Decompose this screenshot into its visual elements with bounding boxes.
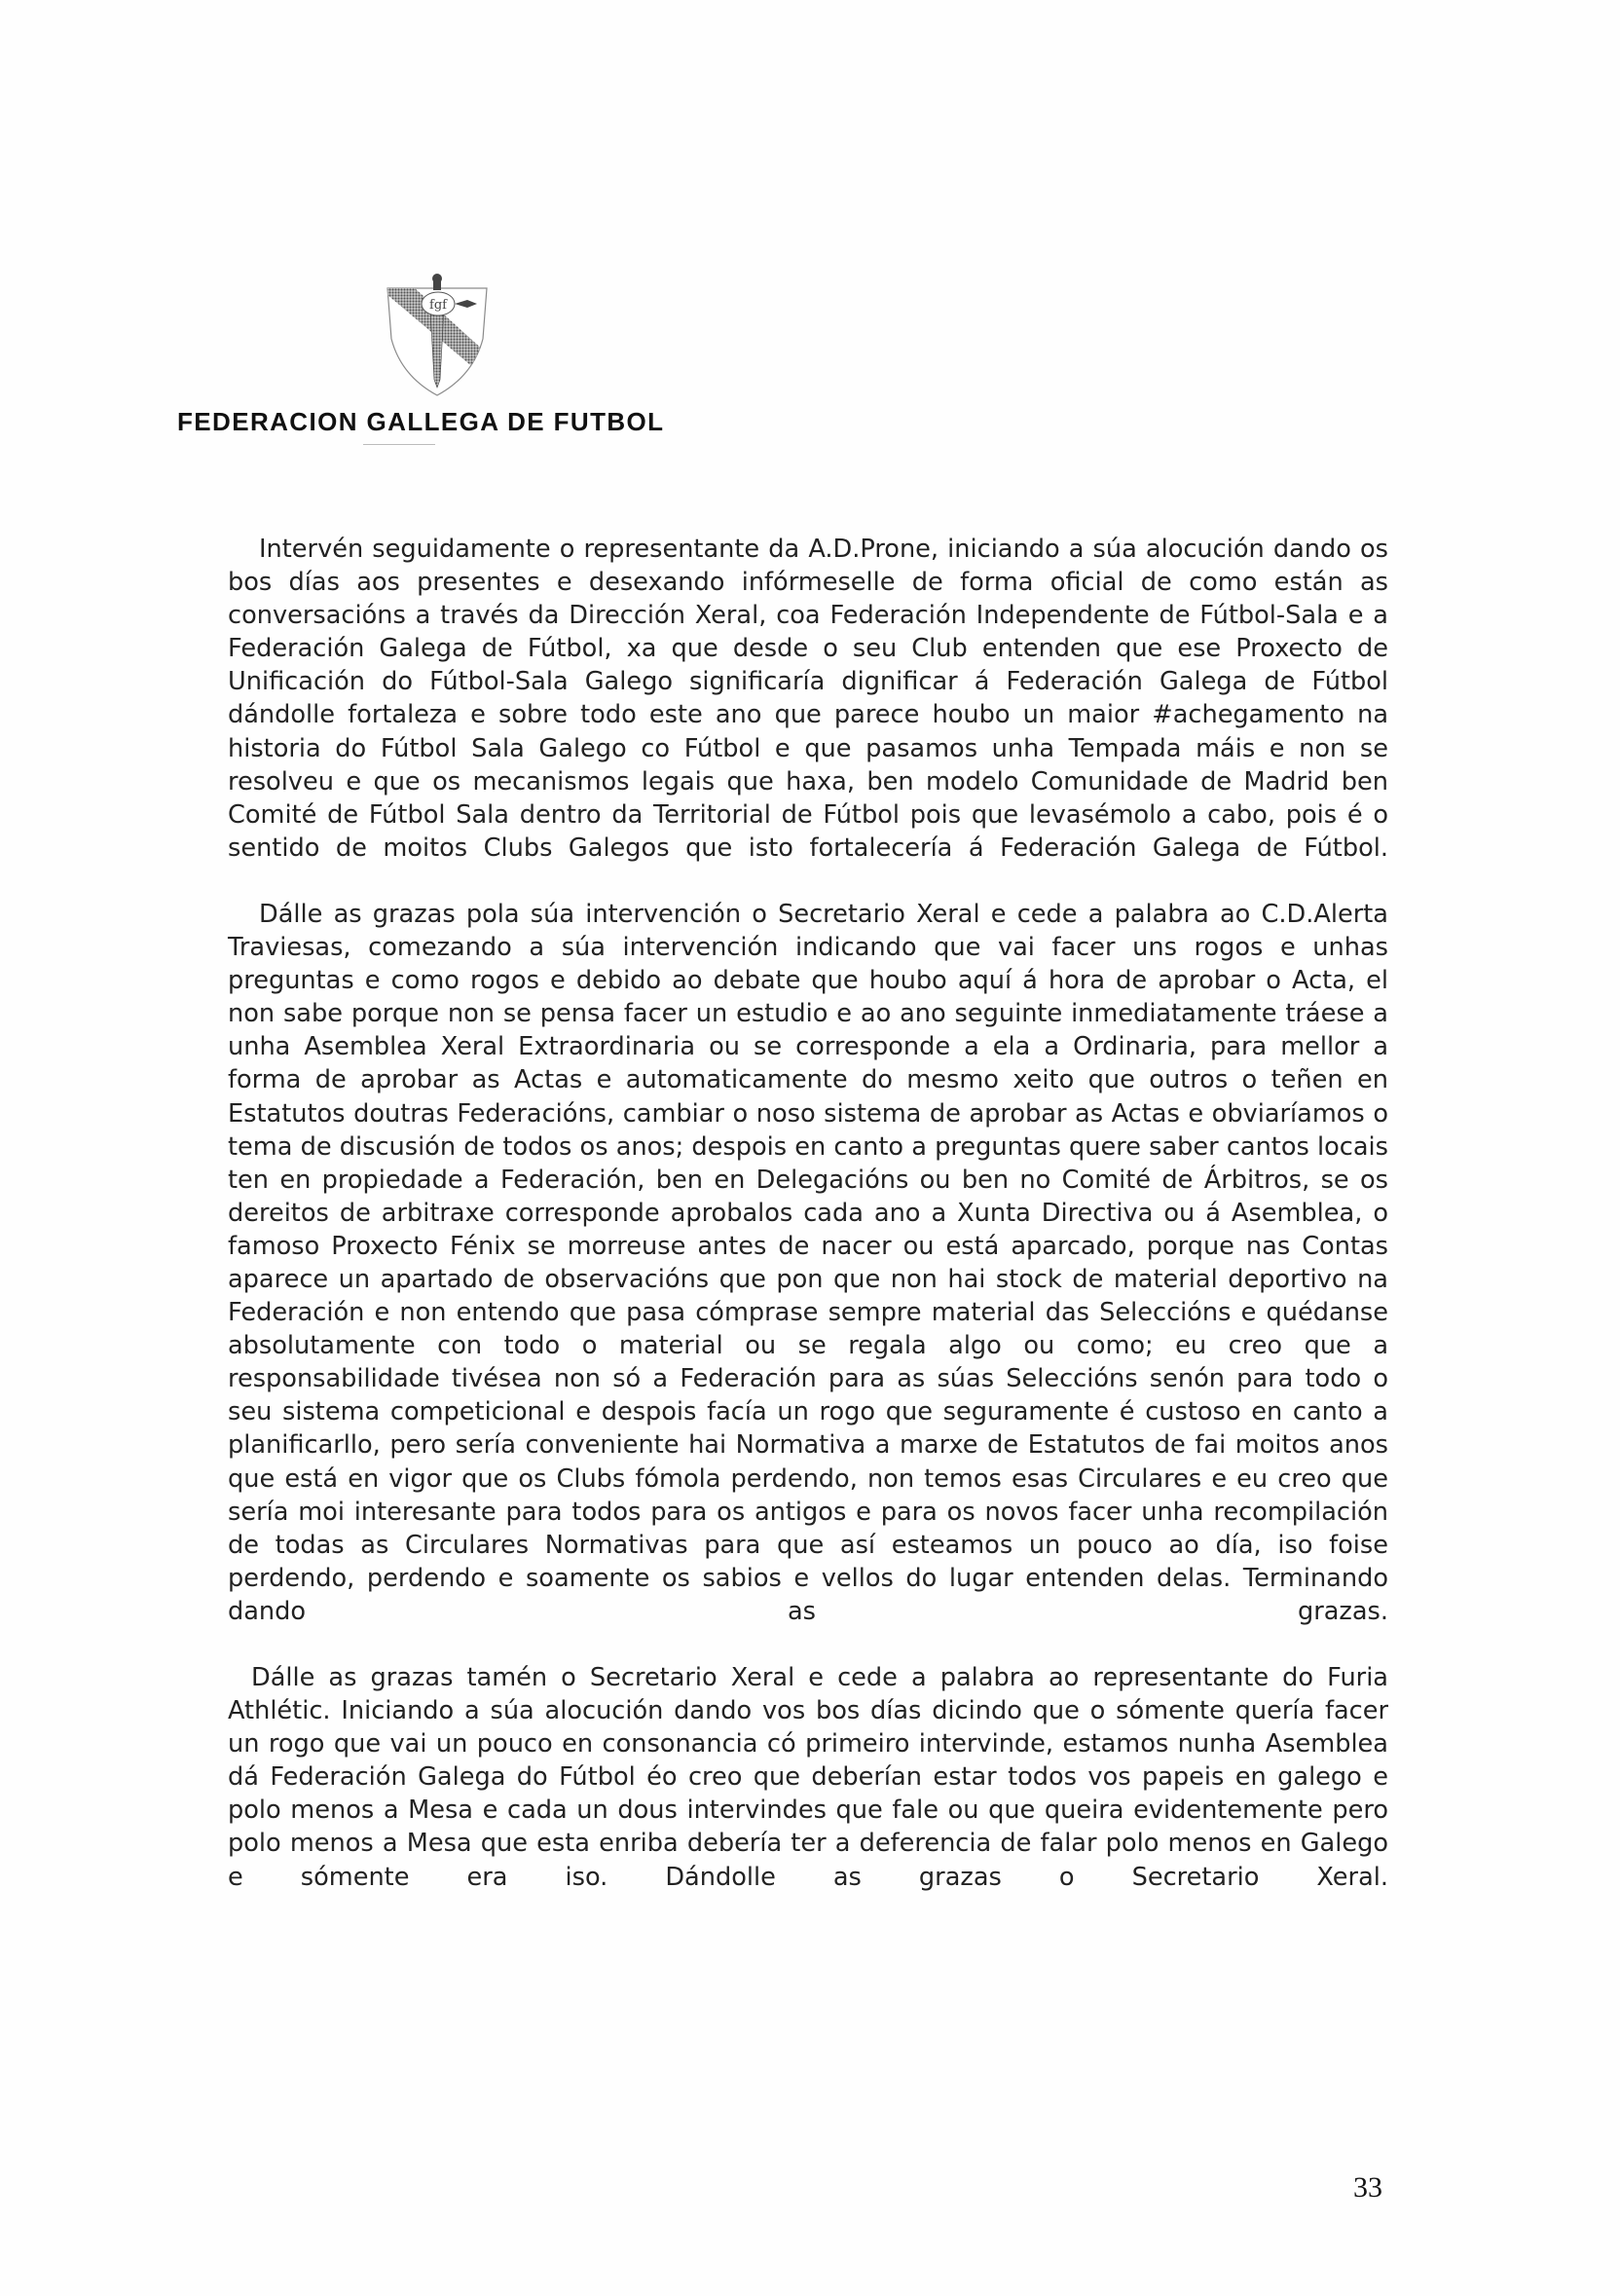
organization-name: FEDERACION GALLEGA DE FUTBOL: [177, 407, 665, 436]
federation-shield-crest-icon: [380, 271, 495, 397]
header-divider: [363, 444, 435, 445]
page-number: 33: [1353, 2171, 1382, 2203]
document-body: [228, 533, 1388, 1894]
paragraph-furia-athletic: Dálle as grazas tamén o Secretario Xeral e cede a palabra ao representante do Furia Athlétic. Iniciando a súa alocución dando vos bos días dicindo que o sómente quería facer un rogo que vai un pouco en consonancia có primeiro intervinde, estamos nunha Asemblea dá Federación Galega do Fútbol éo creo que deberían estar todos vos papeis en galego e polo menos a Mesa e cada un dous intervindes que fale ou que queira evidentemente pero polo menos a Mesa que esta enriba debería ter a deferencia de falar polo menos en Galego e sómente era iso. Dándolle as grazas o Secretario Xeral.: [228, 1663, 1388, 1892]
paragraph-cd-alerta-traviesas: Dálle as grazas pola súa intervención o Secretario Xeral e cede a palabra ao C.D.Alerta Traviesas, comezando a súa intervención indicando que vai facer uns rogos e unhas preguntas e como rogos e debido ao debate que houbo aquí á hora de aprobar o Acta, el non sabe porque non se pensa facer un estudio e ao ano seguinte inmediatamente tráese a unha Asemblea Xeral Extraordinaria ou se corresponde a ela a Ordinaria, para mellor a forma de aprobar as Actas e automaticamente do mesmo xeito que outros o teñen en Estatutos doutras Federacións, cambiar o noso sistema de aprobar as Actas e obviaríamos o tema de discusión de todos os anos; despois en canto a preguntas quere saber cantos locais ten en propiedade a Federación, ben en Delegacións ou ben no Comité de Árbitros, se os dereitos de arbitraxe corresponde aprobalos cada ano a Xunta Directiva ou á Asemblea, o famoso Proxecto Fénix se morreuse antes de nacer ou está aparcado, porque nas Contas aparece un apartado de observacións que pon que non hai stock de material deportivo na Federación e non entendo que pasa cómprase sempre material das Seleccións e quédanse absolutamente con todo o material ou se regala algo ou como; eu creo que a responsabilidade tivésea non só a Federación para as súas Seleccións senón para todo o seu sistema competicional e despois facía un rogo que seguramente é custoso en canto a planificarllo, pero sería conveniente hai Normativa a marxe de Estatutos de fai moitos anos que está en vigor que os Clubs fómola perdendo, non temos esas Circulares e eu creo que sería moi interesante para todos para os antigos e para os novos facer unha recompilación de todas as Circulares Normativas para que así esteamos un pouco ao día, iso foise perdendo, perdendo e soamente os sabios e vellos do lugar entenden delas. Terminando dando as grazas.: [228, 899, 1388, 1626]
svg-text:fgf: fgf: [429, 298, 447, 313]
paragraph-ad-prone: Intervén seguidamente o representante da A.D.Prone, iniciando a súa alocución dando os bos días aos presentes e desexando infórmeselle de forma oficial de como están as conversacións a través da Dirección Xeral, coa Federación Independente de Fútbol-Sala e a Federación Galega de Fútbol, xa que desde o seu Club entenden que ese Proxecto de Unificación do Fútbol-Sala Galego significaría dignificar á Federación Galega de Fútbol dándolle fortaleza e sobre todo este ano que parece houbo un maior #achegamento na historia do Fútbol Sala Galego co Fútbol e que pasamos unha Tempada máis e non se resolveu e que os mecanismos legais que haxa, ben modelo Comunidade de Madrid ben Comité de Fútbol Sala dentro da Territorial de Fútbol pois que levasémolo a cabo, pois é o sentido de moitos Clubs Galegos que isto fortalecería á Federación Galega de Fútbol.: [228, 535, 1388, 863]
